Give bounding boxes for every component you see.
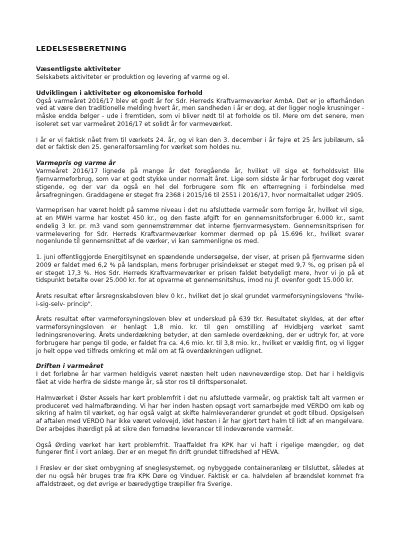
heat-price-paragraph-5: Årets resultat efter varmeforsyningsloven blev et underskud på 639 tkr. Resultatet skyldes, at der efter varmeforsyningsloven er henlagt 1,8 mio. kr. til gen omstilling af Hvidbjerg værket samt ledningsrenovering. Årets underdækning betyder, at den samlede overdækning, der er udtryk for, at vore forbrugere har penge til gode, er faldet fra ca. 4,6 mio. kr. til 3,8 mio. kr., hvilket er vældig fint, og vi ligger jo helt oppe ved tilfreds omkring et mål om at få overdækningen udlignet. xyxy=(36,316,364,355)
section-heading-heat-price: Varmepris og varme år xyxy=(36,159,116,167)
heat-price-paragraph-2: Varmeprisen har været holdt på samme niveau i det nu afsluttede varmeår som forrige år, hvilket vil sige, at en MWH varme har kostet 450 kr., og den faste afgift for en gennemsnitsforbruger 6.000 kr., samt endelig 3 kr. pr. m3 vand som gennemstrømmer det interne fjernvarmesystem. Gennemsnitsprisen for varmelevering for Sdr. Herreds Kraftvarmeværker kommer dermed op på 15.696 kr., hvilket svarer nogenlunde til gennemsnittet af de værker, vi kan sammenligne os med. xyxy=(36,207,364,246)
section-heading-development: Udviklingen i aktiviteter og økonomiske forhold xyxy=(36,89,203,97)
operations-paragraph-1: I det forløbne år har varmen heldigvis været næsten helt uden nævneværdige stop. Det har i heldigvis fået at vide herfra de sidste mange år, så stor ros til driftspersonalet. xyxy=(36,371,364,387)
heat-price-paragraph-4: Årets resultat efter årsregnskabsloven blev 0 kr., hvilket det jo skal grundet varmeforsyningslovens "hvile-i-sig-selv- princip". xyxy=(36,293,364,308)
activities-text: Selskabets aktiviteter er produktion og levering af varme og el. xyxy=(36,74,230,81)
development-paragraph-1: Også varmeåret 2016/17 blev et godt år for Sdr. Herreds Kraftvarmeværker AmbA. Det er jo efterhånden ved at være den traditionelle melding hvert år, men sandheden i år er dog, at der ligger nogle krusninger - måske endda bølger - ude i fremtiden, som vi bliver nødt til at forholde os til. Mere om det senere, men isoleret set var varmeåret 2016/17 et solidt år for varmeværket. xyxy=(36,97,364,129)
operations-paragraph-4: I Frøslev er der sket ombygning af sneglesystemet, og nybyggede containeranlæg er tilsluttet, således at der nu også hér bruges træ fra KPK Døre og Vinduer. Faktisk er ca. halvdelen af brændslet kommet fra affaldstræet, og det øvrige er bæredygtige træpiller fra Sverige. xyxy=(36,464,364,488)
section-heading-operations: Driften i varmeåret xyxy=(36,363,104,371)
heat-price-paragraph-3: 1. juni offentliggjorde Energitilsynet en spændende undersøgelse, der viser, at prisen på fjernvarme siden 2009 er faldet med 6,2 % på landsplan, mens forbruger prisindekset er steget med 9,7 %, og prisen på el er steget 17,3 %. Hos Sdr. Herreds Kraftvarmeværker er prisen faldet betydeligt mere, hvor vi jo på et tidspunkt betalte over 25.000 kr. for at opvarme et gennemsnitshus, imod nu jf. ovenfor godt 15.000 kr. xyxy=(36,253,364,285)
section-heading-activities: Væsentligste aktiviteter xyxy=(36,66,121,73)
development-paragraph-2: I år er vi faktisk nået frem til værkets 24. år, og vi kan den 3. december i år fejre et 25 års jubilæum, så det er faktisk den 25. generalforsamling for værket som holdes nu. xyxy=(36,136,364,152)
operations-paragraph-3: Også Ørding værket har kørt problemfrit. Traaffaldet fra KPK har vi haft i rigelige mængder, og det fungerer fint i vort anlæg. Der er en meget fin drift grundet tilfredshed af HEVA. xyxy=(36,441,364,457)
heat-price-paragraph-1: Varmeåret 2016/17 lignede på mange år det foregående år, hvilket vil sige et forholdsvist lille fjernvarmeforbrug, som var et godt stykke under normalt året. Lige som sidste år har forbruget dog været stigende, og der var da også en hel del forbrugere som fik en efterregning i forbindelse med årsafregningen. Graddagene er steget fra 2368 i 2015/16 til 2551 i 2016/17, hvor normaltallet udgør 2905. xyxy=(36,167,364,199)
operations-paragraph-2: Halmværket i Øster Assels har kørt problemfrit i det nu afsluttede varmeår, og praktisk talt alt varmen er produceret ved halmafbrænding. Vi har her inden hasten opsagt vort samarbejde med VERDO om køb og sikring af halm til værket, og har også valgt at skifte halmleverandører grundet et godt tilbud. Opsigelsen af aftalen med VERDO har ikke været velovejd, idet høsten i år har gjort tørt halm til lidt af en mangelvare. Der arbejdes ihærdigt på at sikre den fornødne leverancer til indeværende varmeår. xyxy=(36,394,364,434)
document-title: LEDELSESBERETNING xyxy=(36,44,127,53)
